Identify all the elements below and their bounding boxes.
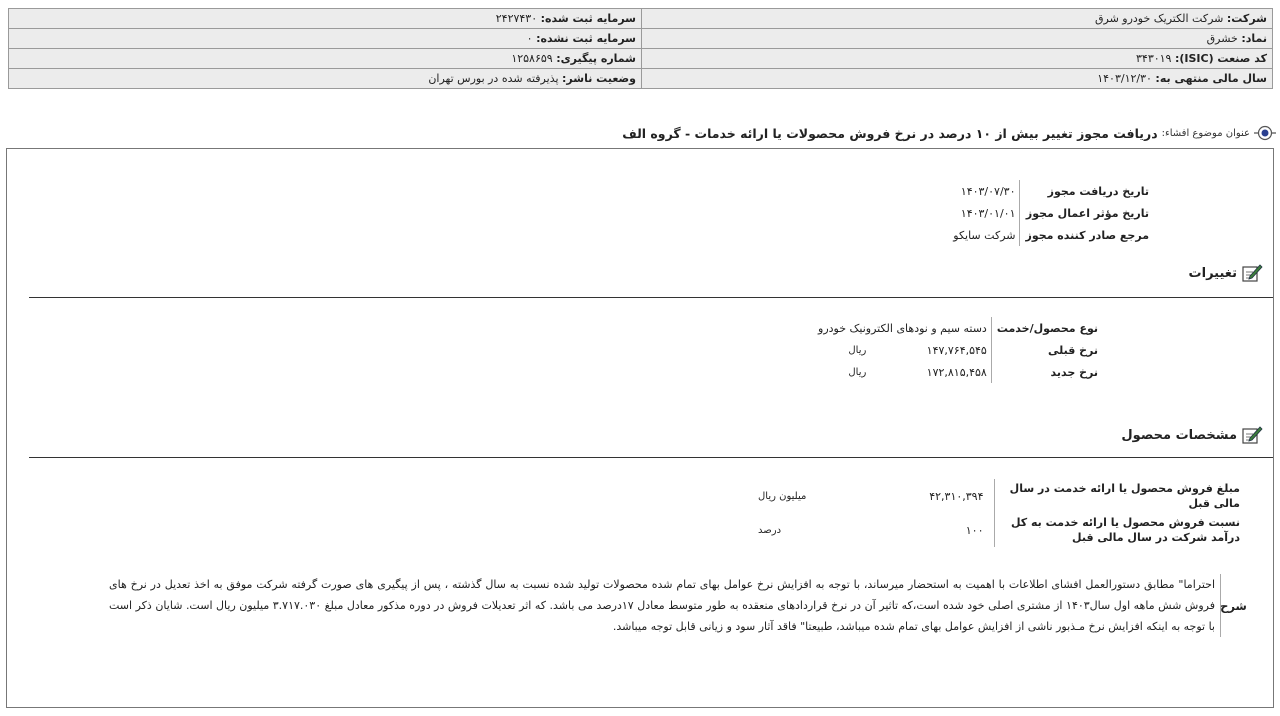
info-row-symbol bbox=[9, 29, 1273, 49]
permit-received-date-value: ۱۴۰۳/۰۷/۳۰ bbox=[960, 184, 1016, 198]
previous-rate-unit: ریال bbox=[848, 344, 867, 356]
company-info-table bbox=[8, 8, 1273, 89]
info-row-fiscal-year bbox=[9, 69, 1273, 89]
prior-year-sales-label: مبلغ فروش محصول یا ارائه خدمت در سال مالی قبل bbox=[994, 479, 1244, 513]
product-type-value: دسته سیم و نودهای الکترونیک خودرو bbox=[818, 321, 987, 335]
info-row-company bbox=[9, 9, 1273, 29]
disclosure-subject bbox=[622, 122, 1276, 144]
specs-heading-text: مشخصات محصول bbox=[1121, 427, 1237, 443]
permit-issuer-value: شرکت سایکو bbox=[953, 228, 1016, 242]
isic-label: کد صنعت (ISIC): bbox=[1174, 52, 1267, 65]
permit-received-date-label: تاریخ دریافت مجوز bbox=[1020, 180, 1153, 202]
permit-effective-date-label: تاریخ مؤثر اعمال مجوز bbox=[1020, 202, 1153, 224]
changes-divider bbox=[29, 297, 1273, 298]
isic-value: ۳۴۳۰۱۹ bbox=[1136, 52, 1172, 65]
specs-heading bbox=[1121, 425, 1263, 445]
company-value: شرکت الکتریک خودرو شرق bbox=[1094, 12, 1224, 25]
permit-effective-date-row bbox=[949, 202, 1153, 224]
sales-ratio-value: ۱۰۰ bbox=[965, 523, 984, 537]
company-label: شرکت: bbox=[1226, 12, 1267, 25]
new-rate-value: ۱۷۲,۸۱۵,۴۵۸ bbox=[926, 365, 987, 379]
new-rate-row bbox=[814, 361, 1102, 383]
fiscal-year-cell bbox=[642, 69, 1273, 89]
changes-heading-text: تغییرات bbox=[1188, 265, 1237, 281]
edit-note-icon bbox=[1241, 425, 1263, 445]
tracking-number-label: شماره پیگیری: bbox=[556, 52, 636, 65]
prior-year-sales-row bbox=[754, 479, 1244, 513]
permit-received-date-row bbox=[949, 180, 1153, 202]
target-bullet-icon bbox=[1254, 124, 1276, 142]
product-type-label: نوع محصول/خدمت bbox=[991, 317, 1102, 339]
sales-ratio-label: نسبت فروش محصول یا ارائه خدمت به کل درآمد شرکت در سال مالی قبل bbox=[994, 513, 1244, 547]
subject-title: دریافت مجوز تغییر بیش از ۱۰ درصد در نرخ فروش محصولات یا ارائه خدمات - گروه الف bbox=[622, 125, 1158, 141]
description-block bbox=[109, 574, 1247, 637]
product-type-row bbox=[814, 317, 1102, 339]
permit-issuer-row bbox=[949, 224, 1153, 246]
isic-cell bbox=[642, 49, 1273, 69]
registered-capital-label: سرمایه ثبت شده: bbox=[540, 12, 636, 25]
registered-capital-value: ۲۴۲۷۴۳۰ bbox=[495, 12, 538, 25]
permit-effective-date-value: ۱۴۰۳/۰۱/۰۱ bbox=[960, 206, 1016, 220]
permit-table bbox=[949, 180, 1153, 246]
subject-label: عنوان موضوع افشاء: bbox=[1161, 127, 1250, 139]
sales-ratio-row bbox=[754, 513, 1244, 547]
description-text: احتراما" مطابق دستورالعمل افشای اطلاعات با اهمیت به استحضار میرساند، با توجه به افزایش نرخ عوامل بهای تمام شده محصولات تولید شده نسبت به سال گذشته ، پس از پیگیری های صورت گرفته شرکت موفق به اخذ تعدیل در نرخ های فروش شش ماهه اول سال۱۴۰۳ از مشتری اصلی خود شده است،که تاثیر آن در نرخ قراردادهای منعقده به طور متوسط معادل ۱۷درصد می باشد. که اثر تعدیلات فروش در دوره مذکور معادل مبلغ ۳.۷۱۷.۰۳۰ میلیون ریال است. شایان ذکر است با توجه به اینکه افزایش نرخ مـذبور ناشی از افزایش عوامل بهای تمام شده میباشد، طبیعتا" فاقد آثار سود و زیانی قابل توجه میباشد. bbox=[109, 578, 1215, 633]
sales-ratio-unit: درصد bbox=[758, 524, 782, 536]
info-row-isic bbox=[9, 49, 1273, 69]
unregistered-capital-label: سرمایه ثبت نشده: bbox=[536, 32, 636, 45]
new-rate-unit: ریال bbox=[848, 366, 867, 378]
tracking-number-cell bbox=[9, 49, 642, 69]
previous-rate-row bbox=[814, 339, 1102, 361]
fiscal-year-value: ۱۴۰۳/۱۲/۳۰ bbox=[1097, 72, 1152, 85]
changes-heading bbox=[1189, 263, 1263, 283]
publisher-status-value: پذیرفته شده در بورس تهران bbox=[428, 72, 559, 85]
fiscal-year-label: سال مالی منتهی به: bbox=[1155, 72, 1267, 85]
previous-rate-label: نرخ قبلی bbox=[991, 339, 1102, 361]
previous-rate-value: ۱۴۷,۷۶۴,۵۴۵ bbox=[926, 343, 987, 357]
disclosure-panel bbox=[6, 148, 1274, 708]
changes-table bbox=[814, 317, 1102, 383]
symbol-cell bbox=[642, 29, 1273, 49]
symbol-label: نماد: bbox=[1241, 32, 1267, 45]
symbol-value: خشرق bbox=[1206, 32, 1238, 45]
tracking-number-value: ۱۲۵۸۶۵۹ bbox=[511, 52, 553, 65]
registered-capital-cell bbox=[9, 9, 642, 29]
prior-year-sales-unit: میلیون ریال bbox=[758, 490, 807, 502]
publisher-status-cell bbox=[9, 69, 642, 89]
unregistered-capital-value: ۰ bbox=[526, 32, 533, 45]
specs-divider bbox=[29, 457, 1273, 458]
specs-table bbox=[754, 479, 1245, 547]
company-cell bbox=[642, 9, 1273, 29]
description-label: شرح bbox=[1220, 574, 1244, 637]
new-rate-label: نرخ جدید bbox=[991, 361, 1102, 383]
prior-year-sales-value: ۴۲,۳۱۰,۳۹۴ bbox=[929, 489, 984, 503]
publisher-status-label: وضعیت ناشر: bbox=[562, 72, 636, 85]
unregistered-capital-cell bbox=[9, 29, 642, 49]
edit-note-icon bbox=[1241, 263, 1263, 283]
permit-issuer-label: مرجع صادر کننده مجوز bbox=[1020, 224, 1153, 246]
